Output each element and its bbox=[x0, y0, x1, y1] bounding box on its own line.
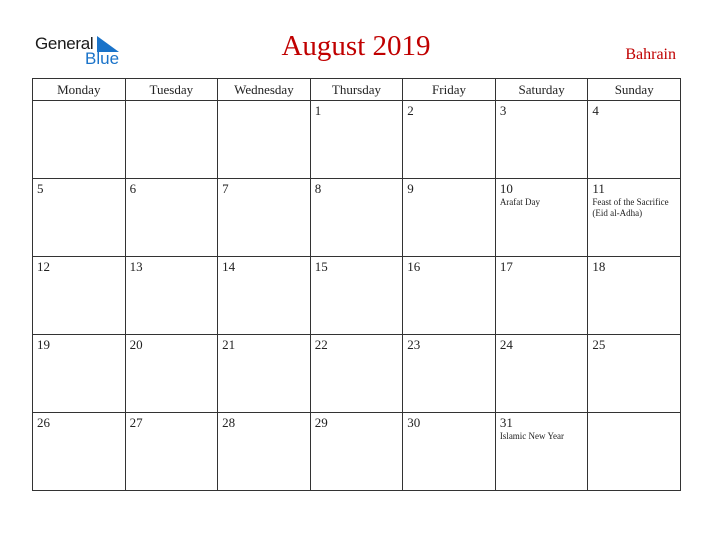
calendar-grid bbox=[32, 78, 681, 491]
day-number: 29 bbox=[314, 415, 328, 430]
holiday-label: Arafat Day bbox=[499, 197, 541, 207]
day-number: 27 bbox=[129, 415, 143, 430]
week-row bbox=[33, 179, 681, 257]
day-cell bbox=[33, 335, 126, 413]
day-number: 1 bbox=[314, 103, 322, 118]
day-cell bbox=[495, 257, 588, 335]
day-cell bbox=[33, 101, 126, 179]
day-cell bbox=[218, 257, 311, 335]
day-number: 7 bbox=[222, 181, 229, 196]
day-cell bbox=[125, 413, 218, 491]
country-label: Bahrain bbox=[625, 46, 676, 63]
holiday-label: Islamic New Year bbox=[499, 431, 565, 441]
day-cell bbox=[403, 413, 496, 491]
day-number: 4 bbox=[592, 103, 599, 118]
day-number: 13 bbox=[129, 259, 143, 274]
day-number: 9 bbox=[407, 181, 414, 196]
day-cell bbox=[310, 335, 403, 413]
logo-text-general: General bbox=[35, 34, 94, 53]
calendar-title: August 2019 bbox=[281, 30, 431, 62]
day-number: 6 bbox=[129, 181, 137, 196]
day-number: 5 bbox=[37, 181, 44, 196]
day-cell bbox=[218, 179, 311, 257]
day-cell bbox=[588, 257, 681, 335]
day-number: 11 bbox=[592, 181, 605, 196]
day-cell bbox=[403, 101, 496, 179]
day-cell bbox=[310, 101, 403, 179]
day-cell bbox=[33, 413, 126, 491]
day-number: 3 bbox=[499, 103, 507, 118]
day-number: 10 bbox=[499, 181, 513, 196]
day-number: 30 bbox=[407, 415, 421, 430]
day-number: 26 bbox=[37, 415, 50, 430]
day-number: 14 bbox=[222, 259, 236, 274]
weekday-header: Monday bbox=[33, 79, 126, 101]
day-number: 23 bbox=[407, 337, 421, 352]
day-number: 2 bbox=[407, 103, 414, 118]
day-cell bbox=[588, 101, 681, 179]
day-cell bbox=[218, 413, 311, 491]
day-number bbox=[218, 101, 310, 104]
day-cell bbox=[403, 257, 496, 335]
day-cell bbox=[495, 179, 588, 257]
day-number: 25 bbox=[592, 337, 606, 352]
day-number: 16 bbox=[407, 259, 421, 274]
day-number: 12 bbox=[37, 259, 50, 274]
day-number bbox=[126, 101, 218, 104]
week-row bbox=[33, 335, 681, 413]
day-number: 19 bbox=[37, 337, 50, 352]
day-cell bbox=[403, 335, 496, 413]
day-cell bbox=[125, 335, 218, 413]
day-number: 24 bbox=[499, 337, 513, 352]
week-row bbox=[33, 257, 681, 335]
day-cell bbox=[33, 179, 126, 257]
weekday-header: Friday bbox=[403, 79, 496, 101]
day-cell bbox=[310, 413, 403, 491]
day-number: 17 bbox=[499, 259, 513, 274]
day-number: 8 bbox=[314, 181, 322, 196]
day-cell bbox=[403, 179, 496, 257]
day-number: 18 bbox=[592, 259, 606, 274]
day-cell bbox=[125, 101, 218, 179]
day-cell bbox=[125, 257, 218, 335]
day-cell bbox=[495, 413, 588, 491]
day-number: 15 bbox=[314, 259, 328, 274]
day-cell bbox=[218, 101, 311, 179]
day-cell bbox=[125, 179, 218, 257]
day-cell bbox=[495, 101, 588, 179]
day-cell bbox=[588, 335, 681, 413]
weekday-header: Sunday bbox=[588, 79, 681, 101]
day-number: 21 bbox=[222, 337, 236, 352]
day-number: 22 bbox=[314, 337, 328, 352]
logo-text-blue: Blue bbox=[85, 49, 120, 68]
day-cell bbox=[495, 335, 588, 413]
day-number: 31 bbox=[499, 415, 513, 430]
day-cell bbox=[33, 257, 126, 335]
week-row bbox=[33, 413, 681, 491]
weekday-header: Saturday bbox=[495, 79, 588, 101]
day-cell bbox=[218, 335, 311, 413]
weekday-header: Thursday bbox=[310, 79, 403, 101]
day-number: 20 bbox=[129, 337, 143, 352]
week-row bbox=[33, 101, 681, 179]
day-cell bbox=[588, 413, 681, 491]
weekday-header-row bbox=[33, 79, 681, 101]
day-cell bbox=[588, 179, 681, 257]
day-number bbox=[588, 413, 680, 416]
day-number bbox=[33, 101, 125, 104]
weekday-header: Wednesday bbox=[218, 79, 311, 101]
day-number: 28 bbox=[222, 415, 236, 430]
day-cell bbox=[310, 257, 403, 335]
weekday-header: Tuesday bbox=[125, 79, 218, 101]
holiday-label: Feast of the Sacrifice (Eid al-Adha) bbox=[592, 197, 669, 218]
day-cell bbox=[310, 179, 403, 257]
